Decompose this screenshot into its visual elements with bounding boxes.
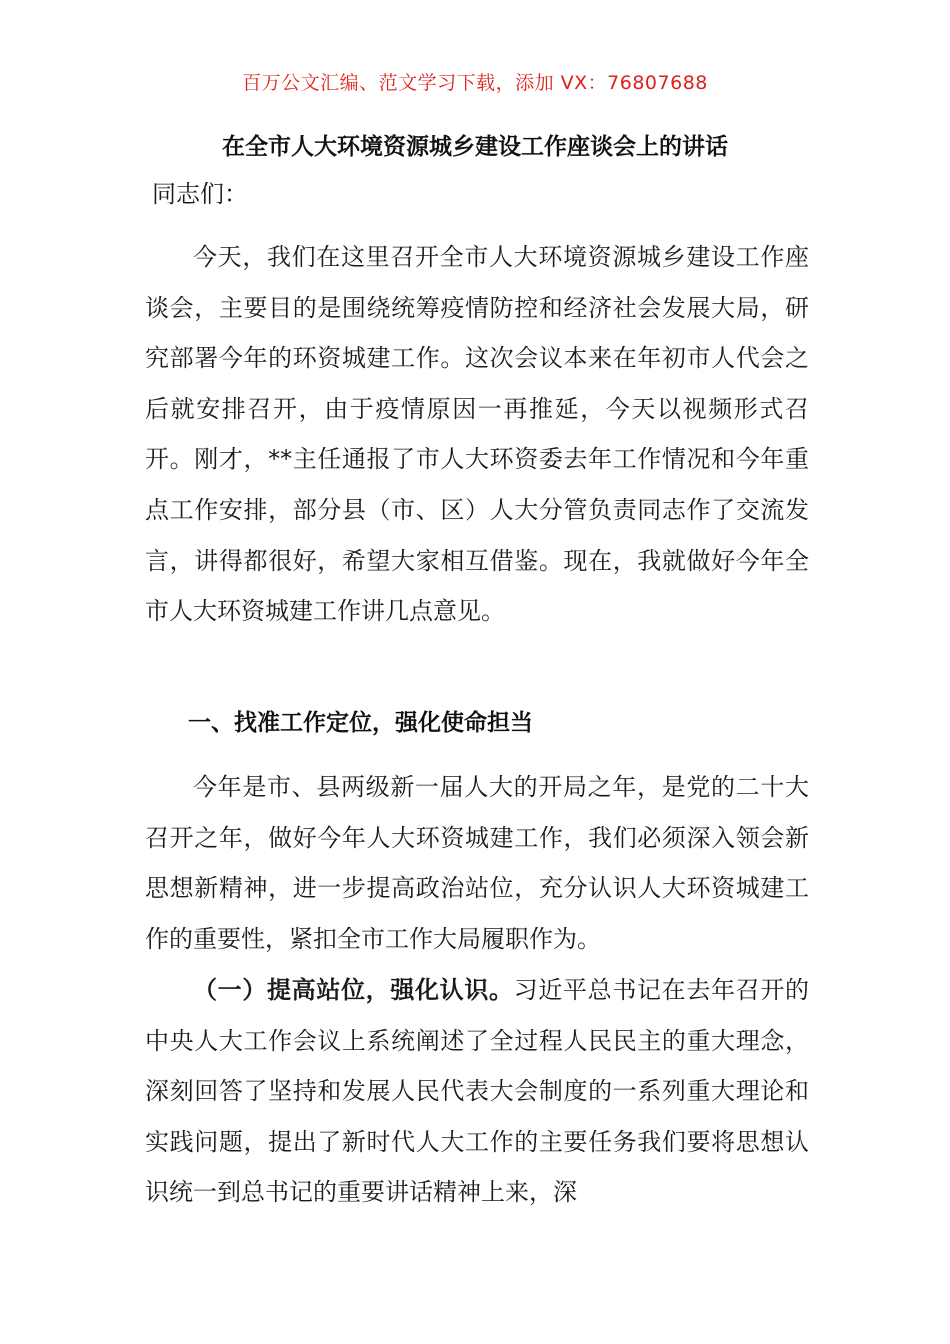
- paragraph-3: [145, 965, 809, 1218]
- salutation: 同志们：: [152, 180, 248, 208]
- paragraph-2: 今年是市、县两级新一届人大的开局之年，是党的二十大召开之年，做好今年人大环资城建工作，我们必须深入领会新思想新精神，进一步提高政治站位，充分认识人大环资城建工作的重要性，紧扣全市工作大局履职作为。: [145, 773, 809, 953]
- paragraph-3-body: 习近平总书记在去年召开的中央人大工作会议上系统阐述了全过程人民民主的重大理念，深刻回答了坚持和发展人民代表大会制度的一系列重大理论和实践问题，提出了新时代人大工作的主要任务我们要将思想认识统一到总书记的重要讲话精神上来，深: [145, 976, 810, 1207]
- paragraph-1: 今天，我们在这里召开全市人大环境资源城乡建设工作座谈会，主要目的是围绕统筹疫情防控和经济社会发展大局，研究部署今年的环资城建工作。这次会议本来在年初市人代会之后就安排召开，由于疫情原因一再推延，今天以视频形式召开。刚才，**主任通报了市人大环资委去年工作情况和今年重点工作安排，部分县（市、区）人大分管负责同志作了交流发言，讲得都很好，希望大家相互借鉴。现在，我就做好今年全市人大环资城建工作讲几点意见。: [145, 243, 809, 626]
- header-banner: 百万公文汇编、范文学习下载，添加 VX：76807688: [242, 72, 708, 94]
- paragraph-3-lead: （一）提高站位，强化认识。: [193, 976, 514, 1004]
- document-title: 在全市人大环境资源城乡建设工作座谈会上的讲话: [222, 134, 728, 160]
- section-1-heading: 一、找准工作定位，强化使命担当: [188, 710, 533, 736]
